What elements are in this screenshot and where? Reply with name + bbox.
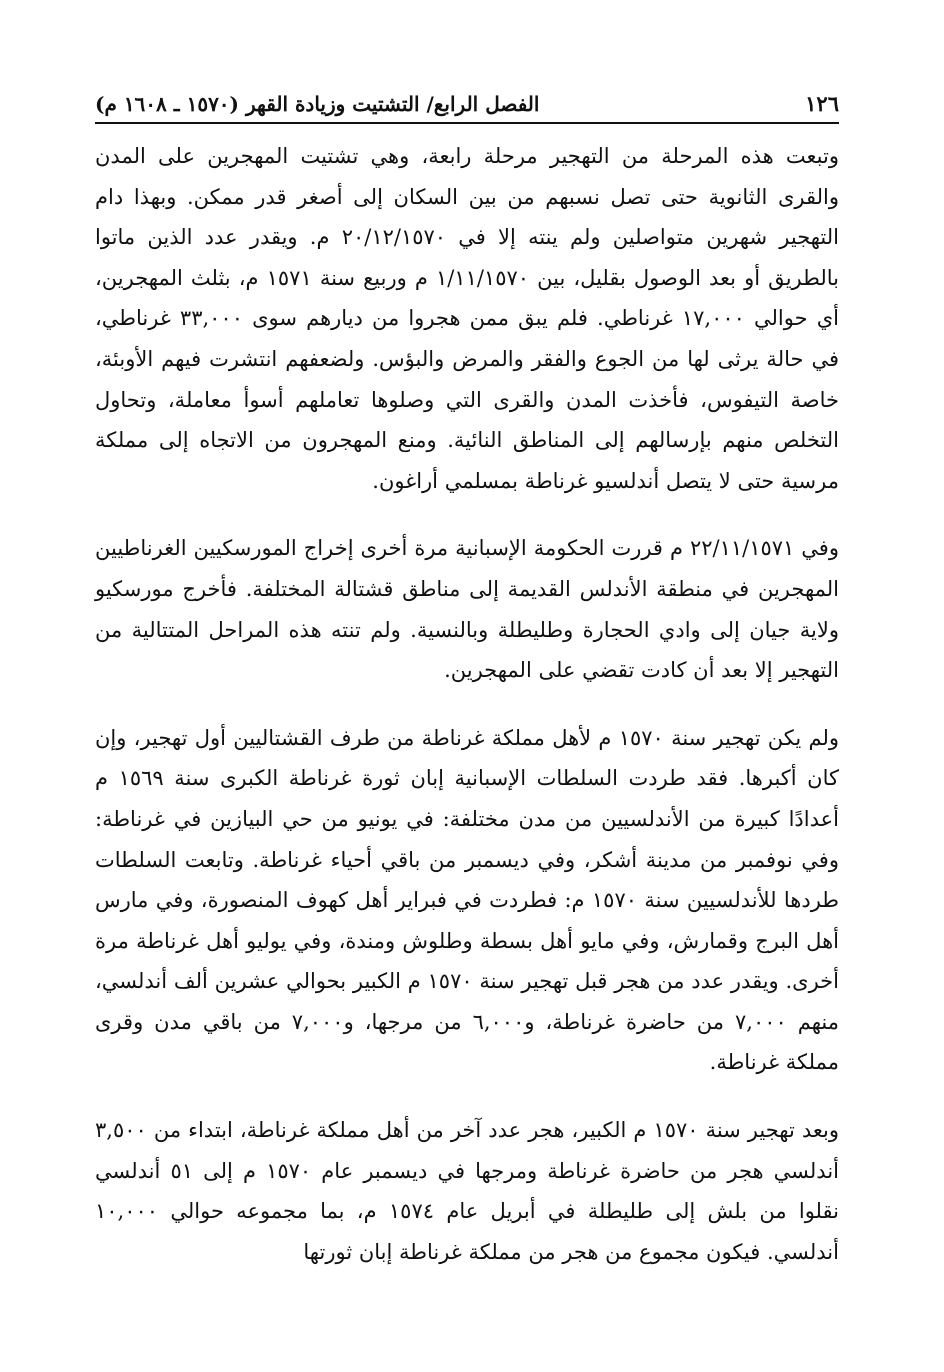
running-header — [95, 78, 839, 124]
page-number: ١٢٦ — [805, 91, 839, 116]
page-body — [95, 136, 839, 1272]
paragraph: وبعد تهجير سنة ١٥٧٠ م الكبير، هجر عدد آخر من أهل مملكة غرناطة، ابتداء من ٣,٥٠٠ أندلسي هجر من حاضرة غرناطة ومرجها في ديسمبر عام ١٥٧٠ م إلى ٥١ أندلسي نقلوا من بلش إلى طليطلة في أبريل عام ١٥٧٤ م، بما مجموعه حوالي ١٠,٠٠٠ أندلسي. فيكون مجموع من هجر من مملكة غرناطة إبان ثورتها — [95, 1118, 840, 1264]
paragraph: وفي ٢٢/١١/١٥٧١ م قررت الحكومة الإسبانية مرة أخرى إخراج المورسكيين الغرناطيين المهجرين في منطقة الأندلس القديمة إلى مناطق قشتالة المختلفة. فأخرج مورسكيو ولاية جيان إلى وادي الحجارة وطليطلة وبالنسية. ولم تنته هذه المراحل المتتالية من التهجير إلا بعد أن كادت تقضي على المهجرين. — [95, 536, 839, 683]
paragraph: وتبعت هذه المرحلة من التهجير مرحلة رابعة، وهي تشتيت المهجرين على المدن والقرى الثانوية حتى تصل نسبهم من بين السكان إلى أصغر قدر ممكن. وبهذا دام التهجير شهرين متواصلين ولم ينته إلا في ٢٠/١٢/١٥٧٠ م. ويقدر عدد الذين ماتوا بالطريق أو بعد الوصول بقليل، بين ١/١١/١٥٧٠ م وربيع سنة ١٥٧١ م، بثلث المهجرين، أي حوالي ١٧,٠٠٠ غرناطي. فلم يبق ممن هجروا من ديارهم سوى ٣٣,٠٠٠ غرناطي، في حالة يرثى لها من الجوع والفقر والمرض والبؤس. ولضعفهم انتشرت فيهم الأوبئة، خاصة التيفوس، فأخذت المدن والقرى التي وصلوها تعاملهم أسوأ معاملة، وتحاول التخلص منهم بإرسالهم إلى المناطق النائية. ومنع المهجرون من الاتجاه إلى مملكة مرسية حتى لا يتصل أندلسيو غرناطة بمسلمي أراغون. — [95, 144, 840, 493]
paragraph: ولم يكن تهجير سنة ١٥٧٠ م لأهل مملكة غرناطة من طرف القشتاليين أول تهجير، وإن كان أكبرها. فقد طردت السلطات الإسبانية إبان ثورة غرناطة الكبرى سنة ١٥٦٩ م أعدادًا كبيرة من الأندلسيين من مدن مختلفة: في يونيو من حي البيازين في غرناطة: وفي نوفمبر من مدينة أشكر، وفي ديسمبر من باقي أحياء غرناطة. وتابعت السلطات طردها للأندلسيين سنة ١٥٧٠ م: فطردت في فبراير أهل كهوف المنصورة، وفي مارس أهل البرج وقمارش، وفي مايو أهل بسطة وطلوش ومندة، وفي يوليو أهل غرناطة مرة أخرى. ويقدر عدد من هجر قبل تهجير سنة ١٥٧٠ م الكبير بحوالي عشرين ألف أندلسي، منهم ٧,٠٠٠ من حاضرة غرناطة، و٦,٠٠٠ من مرجها، و٧,٠٠٠ من باقي مدن وقرى مملكة غرناطة. — [95, 725, 840, 1075]
running-title: الفصل الرابع/ التشتيت وزيادة القهر (١٥٧٠ ـ ١٦٠٨ م) — [95, 92, 540, 116]
